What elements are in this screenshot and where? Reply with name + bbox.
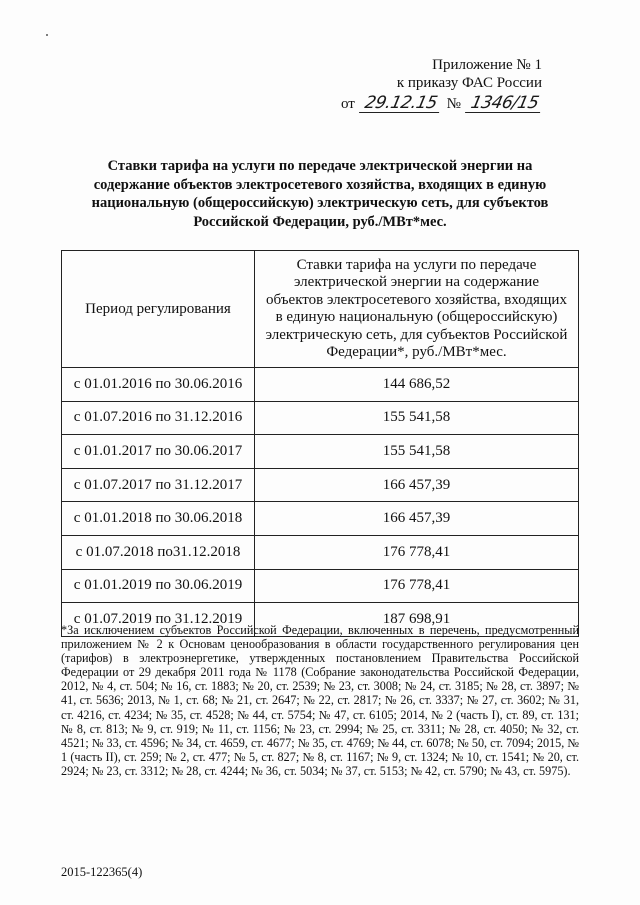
table-header-row [62, 251, 579, 368]
table-row [62, 502, 579, 536]
cell-rate: 144 686,52 [255, 368, 579, 402]
appendix-order-ref: к приказу ФАС России [396, 75, 542, 91]
footnote: *За исключением субъектов Российской Федерации, включенных в перечень, предусмотренный приложением № 2 к Основам ценообразования в области государственного регулирования цен (тарифов) в электроэнергетике, утвержденных постановлением Правительства Российской Федерации от 29 декабря 2011 года № 1178 (Собрание законодательства Российской Федерации, 2012, № 4, ст. 504; № 16, ст. 1883; № 20, ст. 2539; № 23, ст. 3008; № 24, ст. 3185; № 28, ст. 3897; № 41, ст. 5636; 2013, № 1, ст. 68; № 21, ст. 2647; № 22, ст. 2817; № 26, ст. 3337; № 27, ст. 3602; № 31, ст. 4216, ст. 4234; № 35, ст. 4528; № 44, ст. 5754; № 47, ст. 6105; 2014, № 2 (часть I), ст. 89, ст. 131; № 8, ст. 813; № 9, ст. 919; № 11, ст. 1156; № 23, ст. 2994; № 25, ст. 3311; № 28, ст. 4050; № 32, ст. 4521; № 33, ст. 4596; № 34, ст. 4659, ст. 4677; № 35, ст. 4769; № 44, ст. 6078; № 50, ст. 7094; 2015, № 1 (часть II), ст. 259; № 2, ст. 477; № 5, ст. 827; № 8, ст. 1167; № 9, ст. 1324; № 10, ст. 1541; № 20, ст. 2924; № 23, ст. 3312; № 28, ст. 4244; № 36, ст. 5034; № 37, ст. 5153; № 42, ст. 5790; № 43, ст. 5975). [61, 623, 579, 778]
cell-period: с 01.07.2018 по31.12.2018 [62, 535, 255, 569]
cell-period: с 01.01.2019 по 30.06.2019 [62, 569, 255, 603]
cell-rate: 176 778,41 [255, 535, 579, 569]
appendix-ot: от [341, 96, 355, 112]
cell-period: с 01.01.2017 по 30.06.2017 [62, 435, 255, 469]
appendix-date-number [341, 94, 542, 113]
appendix-header [341, 56, 542, 113]
table-row [62, 535, 579, 569]
handwritten-date: 29.12.15 [359, 94, 443, 113]
cell-period: с 01.07.2019 по 31.12.2019 [62, 603, 255, 637]
cell-period: с 01.07.2017 по 31.12.2017 [62, 468, 255, 502]
cell-rate: 166 457,39 [255, 502, 579, 536]
header-period: Период регулирования [62, 251, 255, 368]
table-row [62, 435, 579, 469]
appendix-label: Приложение № 1 [432, 57, 542, 73]
cell-period: с 01.07.2016 по 31.12.2016 [62, 401, 255, 435]
document-number: 2015-122365(4) [61, 865, 143, 879]
cell-rate: 166 457,39 [255, 468, 579, 502]
cell-rate: 176 778,41 [255, 569, 579, 603]
tariff-table [61, 250, 579, 637]
cell-period: с 01.01.2018 по 30.06.2018 [62, 502, 255, 536]
table-row [62, 468, 579, 502]
header-rate: Ставки тарифа на услуги по передаче электрической энергии на содержание объектов электросетевого хозяйства, входящих в единую национальную (общероссийскую) электрическую сеть, для субъектов Российской Федерации*, руб./МВт*мес. [255, 251, 579, 368]
scan-speck [46, 34, 48, 36]
cell-rate: 155 541,58 [255, 401, 579, 435]
appendix-num-sign: № [446, 96, 461, 112]
cell-rate: 155 541,58 [255, 435, 579, 469]
document-title: Ставки тарифа на услуги по передаче электрической энергии на содержание объектов электросетевого хозяйства, входящих в единую национальную (общероссийскую) электрическую сеть, для субъектов Российской Федерации, руб./МВт*мес. [91, 158, 549, 230]
cell-period: с 01.01.2016 по 30.06.2016 [62, 368, 255, 402]
table-row [62, 368, 579, 402]
table-row [62, 569, 579, 603]
cell-rate: 187 698,91 [255, 603, 579, 637]
handwritten-number: 1346/15 [465, 94, 544, 113]
table-row [62, 401, 579, 435]
